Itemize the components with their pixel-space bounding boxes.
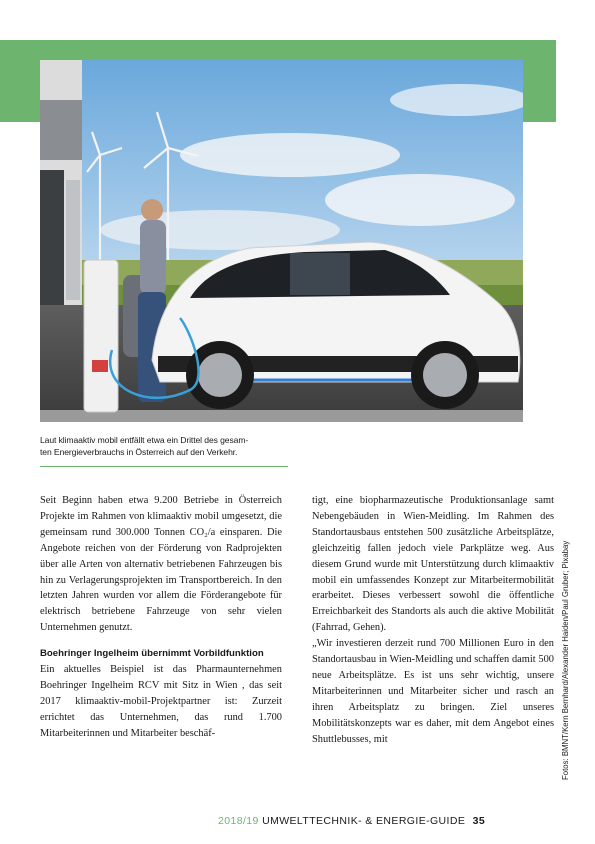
quote-paragraph: „Wir investieren derzeit rund 700 Millionen Euro in den Standortausbau in Wien-Meidling und schaffen damit 500 neue Arbeitsplätze. Es ist uns sehr wichtig, unsere Mitarbeiterinnen und Mitarbeiter sicher und rasch an ihren Arbeitsplatz zu bringen. Ziel unseres Mobilitätskonzepts war es daher, mit dem Angebot eines Shuttlebusses, mit [312,638,554,745]
left-text-column [40,493,282,742]
intro-paragraph: Seit Beginn haben etwa 9.200 Betriebe in Österreich Projekte im Rahmen von klimaaktiv mobil umgesetzt, die gemeinsam rund 300.000 Tonnen CO₂/a einsparen. Die Angebote reichen von der Förderung von Radprojekten über alle Arten von alternativ betriebenen Fahrzeugen bis hin zu Verlagerungsprojekten im Transportbereich. In den letzten Jahren wurden vor allem die Förderangebote für elektrisch betriebene Fahrzeuge von sehr vielen Unternehmen genutzt. [40,495,282,634]
footer-year: 2018/19 [218,815,259,827]
section-subheading: Boehringer Ingelheim übernimmt Vorbildfunktion [40,648,264,660]
page-number: 35 [472,815,486,827]
right-text-column [312,493,554,748]
caption-divider [40,466,288,467]
photo-credit: Fotos: BMNT/Kern Bernhard/Alexander Haiden/Paul Gruber; Pixabay [561,540,570,780]
photo-caption [40,434,290,458]
caption-line-2: ten Energieverbrauchs in Österreich auf den Verkehr. [40,447,238,457]
page-footer [218,815,558,827]
photo-illustration [40,60,523,422]
continuation-paragraph: tigt, eine biopharmazeutische Produktionsanlage samt Nebengebäuden in Wien-Meidling. Im Rahmen des Standortausbaus entstehen 500 zusätzliche Arbeitsplätze, gleichzeitig fallen jedoch viele Parkplätze weg. Aus diesem Grund wurde mit Unterstützung durch klimaaktiv mobil ein umfassendes Konzept zur Mitarbeitermobilität erarbeitet. Dieses verbessert sowohl die öffentliche Erreichbarkeit des Standorts als auch die aktive Mobilität (Fahrrad, Gehen). [312,495,554,634]
ev-charging-photo [40,60,523,422]
boehringer-paragraph: Ein aktuelles Beispiel ist das Pharmaunternehmen Boehringer Ingelheim RCV mit Sitz in Wien , das seit 2017 klimaaktiv-mobil-Projektpartner ist: Zurzeit errichtet das Unternehmen, das rund 1.700 Mitarbeiterinnen und Mitarbeiter beschäf- [40,664,282,739]
footer-guide-title: UMWELTTECHNIK- & ENERGIE-GUIDE [262,815,466,827]
caption-line-1: Laut klimaaktiv mobil entfällt etwa ein Drittel des gesam- [40,435,249,445]
